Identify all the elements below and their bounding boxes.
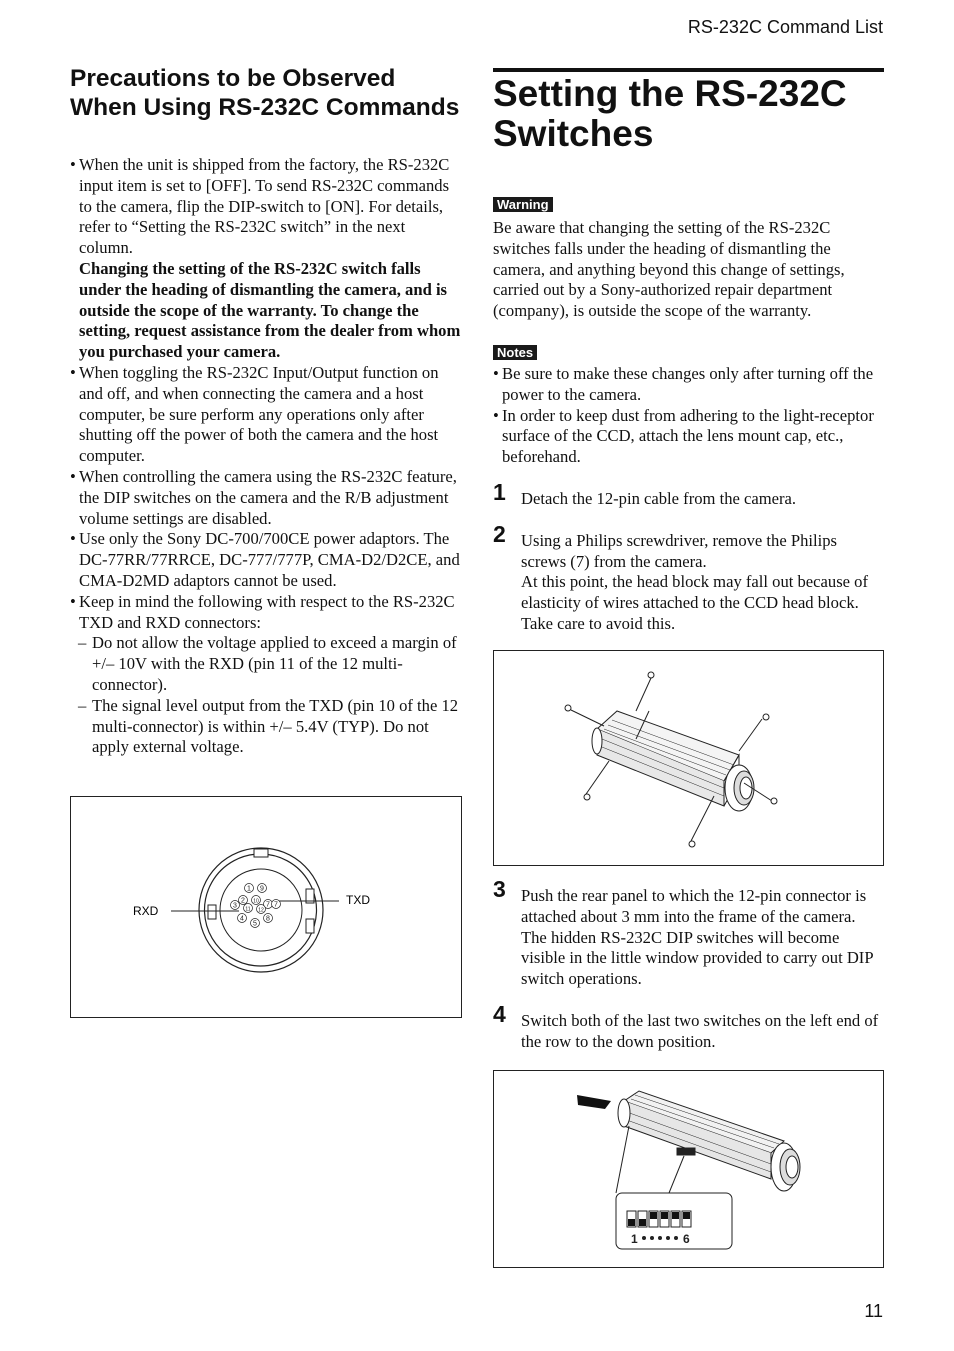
switch-start-label: 1: [631, 1232, 638, 1246]
bullet-text: When toggling the RS-232C Input/Output function on and off, and when connecting the camera and a host computer, be sure perform any operations only after shutting off the power of both the camera and the host computer.: [79, 362, 439, 466]
rxd-label: RXD: [133, 904, 159, 918]
pin-label: 8: [266, 915, 270, 923]
step-3: [493, 876, 884, 990]
step-text: Detach the 12-pin cable from the camera.: [521, 488, 797, 508]
notes-tag: Notes: [493, 345, 537, 360]
txd-label: TXD: [346, 893, 370, 907]
step-number: 3: [493, 876, 506, 902]
pin-label: 12: [258, 907, 264, 914]
precautions-list: [70, 155, 462, 758]
dip-switch-diagram: [494, 1071, 883, 1267]
camera-screws-diagram: [494, 651, 883, 865]
page-number: 11: [864, 1301, 883, 1321]
left-column: [70, 64, 462, 758]
lower-steps: [493, 876, 884, 1053]
warning-text: Be aware that changing the setting of the RS-232C switches falls under the heading of dismantling the camera, and anything beyond this change of settings, carried out by a Sony-authorized repair department (company), is outside the scope of the warranty.: [493, 218, 845, 321]
step-note: At this point, the head block may fall out because of elasticity of wires attached to the CCD head block. Take care to avoid this.: [521, 572, 868, 633]
camera-screws-figure: [493, 650, 884, 866]
list-item: [70, 363, 462, 467]
sub-list: [79, 633, 462, 758]
connector-figure: [70, 796, 462, 1018]
pin-label: 10: [253, 898, 259, 905]
bullet-text: When the unit is shipped from the factory, the RS-232C input item is set to [OFF]. To send RS-232C commands to the camera, flip the DIP-switch to [ON]. For details, refer to “Setting the RS-232C switch” in the next column.: [79, 155, 450, 258]
list-item: [70, 467, 462, 529]
bullet-text: Keep in mind the following with respect to the RS-232C TXD and RXD connectors:: [79, 591, 455, 632]
notes-block: [493, 344, 884, 468]
step-2: [493, 520, 884, 635]
pin-label: 5: [253, 920, 257, 928]
list-item: • In order to keep dust from adhering to the light-receptor surface of the CCD, attach the lens mount cap, etc., beforehand.: [493, 406, 884, 468]
warning-block: [493, 196, 884, 322]
step-text: Push the rear panel to which the 12-pin connector is attached about 3 mm into the frame of the camera. The hidden RS-232C DIP switches will become visible in the little window provided to carry out DIP switch operations.: [521, 886, 873, 989]
step-number: 4: [493, 1000, 506, 1027]
step-text: Using a Philips screwdriver, remove the Philips screws (7) from the camera.: [521, 530, 837, 571]
step-number: 1: [493, 478, 506, 505]
pin-label: 9: [260, 885, 264, 893]
step-4: [493, 1000, 884, 1053]
sub-list-item: – The signal level output from the TXD (pin 10 of the 12 multi-connector) is within +/– 5.4V (TYP). Do not apply external voltage.: [70, 696, 462, 758]
pin-label: 4: [240, 915, 244, 923]
list-item: [70, 529, 462, 591]
pin-label: 7: [266, 901, 270, 909]
warning-tag: Warning: [493, 197, 553, 212]
list-item: • Be sure to make these changes only after turning off the power to the camera.: [493, 364, 884, 406]
step-text: Switch both of the last two switches on the left end of the row to the down position.: [521, 1010, 879, 1051]
list-item: [70, 155, 462, 363]
sub-list-item: – Do not allow the voltage applied to exceed a margin of +/– 10V with the RXD (pin 11 of the 12 multi-connector).: [70, 633, 462, 695]
pin-label: 2: [241, 897, 245, 905]
connector-diagram: [71, 797, 461, 1017]
pin-label: 7: [274, 901, 278, 909]
switch-end-label: 6: [683, 1232, 690, 1246]
warranty-warning: Changing the setting of the RS-232C switch falls under the heading of dismantling the camera, and is outside the scope of the warranty. To change the setting, request assistance from the dealer from whom you purchased your camera.: [79, 258, 461, 362]
page-title: Setting the RS-232C Switches: [493, 68, 884, 154]
step-1: [493, 478, 884, 510]
pin-label: 11: [245, 906, 251, 913]
bullet-text: Use only the Sony DC-700/700CE power adaptors. The DC-77RR/77RRCE, DC-777/777P, CMA-D2/D2CE, and CMA-D2MD adaptors cannot be used.: [79, 529, 460, 590]
list-item: [70, 592, 462, 758]
dip-switch-figure: [493, 1070, 884, 1268]
bullet-text: When controlling the camera using the RS-232C feature, the DIP switches on the camera and the R/B adjustment volume settings are disabled.: [79, 466, 457, 528]
step-number: 2: [493, 520, 506, 547]
precautions-heading: Precautions to be Observed When Using RS-232C Commands: [70, 65, 460, 121]
pin-label: 1: [247, 885, 251, 893]
pin-label: 3: [233, 902, 237, 910]
header-title: RS-232C Command List: [687, 17, 883, 37]
right-column: [493, 68, 884, 635]
notes-list: [493, 364, 884, 468]
